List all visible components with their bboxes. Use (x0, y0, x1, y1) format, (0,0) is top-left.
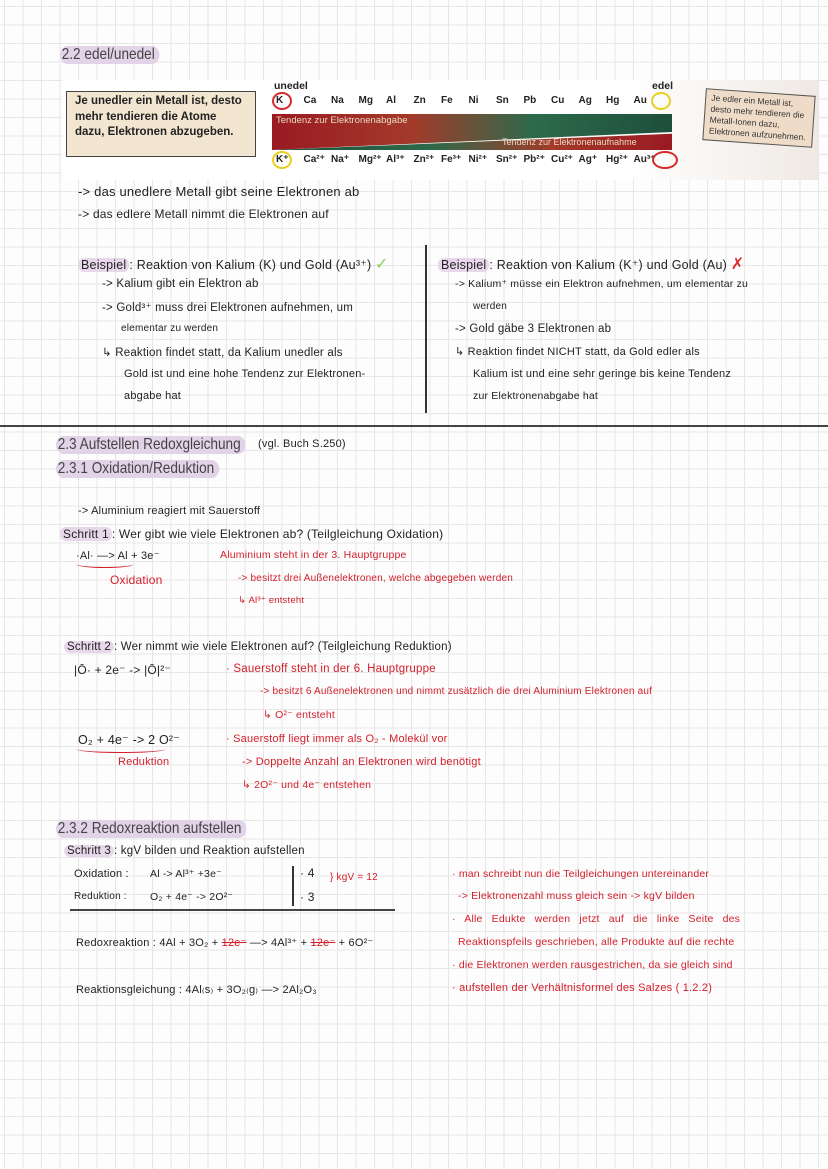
metal-symbol: K (276, 95, 284, 106)
label-edel: edel (652, 80, 674, 92)
figure-right-box: Je edler ein Metall ist, desto mehr tendieren die Metall-Ionen dazu, Elektronen aufzunehmen. (702, 88, 815, 148)
band-top-label: Tendenz zur Elektronenabgabe (276, 115, 408, 126)
example-label: Beispiel (438, 258, 489, 272)
section-divider (0, 425, 828, 427)
note-line: -> das edlere Metall nimmt die Elektronen auf (78, 207, 329, 221)
red-note: · Sauerstoff steht in der 6. Hauptgruppe (226, 663, 436, 675)
column-divider (425, 245, 427, 413)
circle-au-ion (652, 151, 678, 169)
cross-icon: ✗ (730, 256, 745, 273)
step3-heading (64, 845, 305, 857)
ion-symbol: Na⁺ (331, 154, 350, 165)
check-icon: ✓ (375, 256, 389, 273)
ion-symbol: Cu²⁺ (551, 154, 573, 165)
example-line: ↳ Reaktion findet statt, da Kalium unedler als (102, 347, 343, 359)
band-bottom-label: Tendenz zur Elektronenaufnahme (502, 137, 637, 147)
eq-part: —> 4Al³⁺ + (246, 937, 311, 949)
ox-label: Oxidation : (74, 868, 129, 880)
example-text: : Reaktion von Kalium (K⁺) und Gold (Au) (489, 258, 727, 272)
red-note: -> besitzt 6 Außenelektronen und nimmt zusätzlich die drei Aluminium Elektronen auf (260, 686, 653, 697)
ion-symbol: Zn²⁺ (413, 154, 435, 165)
example-line: werden (473, 301, 507, 312)
metal-symbol: Ni (468, 95, 479, 106)
red-note: · man schreibt nun die Teilgleichungen untereinander (452, 868, 710, 880)
section-title-2-3-1: 2.3.1 Oxidation/Reduktion (56, 460, 219, 478)
red-note: -> Doppelte Anzahl an Elektronen wird benötigt (242, 756, 481, 768)
example-line: Gold ist und eine hohe Tendenz zur Elektronen- (124, 368, 366, 380)
red-equation: O₂ + 4e⁻ -> 2O²⁻ (150, 891, 234, 903)
red-note: ↳ Al³⁺ entsteht (238, 595, 305, 606)
ion-symbol: Sn²⁺ (496, 154, 518, 165)
metal-symbol: Al (386, 95, 396, 106)
redox-label: Redoxreaktion : (76, 937, 157, 949)
red-note: · die Elektronen werden rausgestrichen, da sie gleich sind (452, 959, 733, 971)
ion-symbol: Au³⁺ (633, 154, 656, 165)
note-line: -> das unedlere Metall gibt seine Elektronen ab (78, 184, 360, 199)
example-left-title (78, 254, 389, 274)
underbrace (76, 560, 134, 568)
ox-equation: Al -> Al³⁺ +3e⁻ (150, 868, 222, 880)
step-label: Schritt 3 (64, 845, 114, 857)
oxygen-equation: |Ō· + 2e⁻ -> |Ō|²⁻ (74, 663, 171, 677)
circle-au (651, 92, 671, 110)
step1-heading (60, 527, 443, 541)
red-note: -> Elektronenzahl muss gleich sein -> kgV bilden (458, 890, 695, 902)
ion-symbol: K⁺ (276, 154, 289, 165)
section-title-2-3-2: 2.3.2 Redoxreaktion aufstellen (56, 820, 247, 838)
red-note: · aufstellen der Verhältnisformel des Salzes ( 1.2.2) (452, 982, 713, 994)
book-reference: (vgl. Buch S.250) (258, 438, 346, 450)
example-line: zur Elektronenabgabe hat (473, 390, 599, 402)
ion-symbol: Ag⁺ (578, 154, 598, 165)
final-eq: 4Al₍s₎ + 3O₂₍g₎ —> 2Al₂O₃ (185, 984, 317, 996)
figure-left-box: Je unedler ein Metall ist, desto mehr tendieren die Atome dazu, Elektronen abzugeben. (66, 91, 256, 157)
crossed-electrons: 12e⁻ (221, 937, 247, 949)
section-title-2-3: 2.3 Aufstellen Redoxgleichung (56, 436, 246, 454)
metal-symbol: Mg (358, 95, 373, 106)
reactivity-series-figure (62, 80, 818, 180)
red-note: Aluminium steht in der 3. Hauptgruppe (220, 549, 407, 561)
kgv-note: } kgV = 12 (330, 872, 378, 883)
metal-symbol: Au (633, 95, 647, 106)
metal-symbol: Zn (413, 95, 426, 106)
label-unedel: unedel (274, 80, 308, 92)
red-note: Reaktionspfeils geschrieben, alle Produkte auf die rechte (458, 936, 735, 948)
redox-reaction (76, 936, 374, 949)
red-factor: · 3 (300, 890, 315, 904)
final-equation (76, 983, 317, 996)
step-text: : kgV bilden und Reaktion aufstellen (113, 845, 305, 857)
ion-symbol: Pb²⁺ (523, 154, 545, 165)
example-right-title (438, 254, 744, 274)
ion-symbol: Ni²⁺ (468, 154, 488, 165)
example-line: -> Kalium⁺ müsse ein Elektron aufnehmen, um elementar zu (455, 278, 749, 290)
oxidation-equation: ·Al· —> Al + 3e⁻ (76, 550, 160, 562)
ox-factor: · 4 (300, 866, 315, 880)
ion-symbol: Hg²⁺ (606, 154, 628, 165)
ion-symbol: Ca²⁺ (303, 154, 325, 165)
example-line: Kalium ist und eine sehr geringe bis keine Tendenz (473, 368, 732, 380)
section-title-2-2: 2.2 edel/unedel (60, 46, 160, 64)
circle-k (272, 92, 292, 110)
example-line: elementar zu werden (121, 323, 219, 334)
step2-heading (64, 641, 452, 653)
red-label: Reduktion : (74, 891, 127, 902)
example-line: -> Kalium gibt ein Elektron ab (102, 278, 259, 290)
example-line: -> Gold gäbe 3 Elektronen ab (455, 323, 612, 335)
ion-symbol: Fe³⁺ (441, 154, 462, 165)
step-text: : Wer nimmt wie viele Elektronen auf? (Teilgleichung Reduktion) (113, 641, 452, 653)
metal-symbol: Ag (578, 95, 592, 106)
crossed-electrons: 12e⁻ (310, 937, 336, 949)
metal-symbol: Fe (441, 95, 453, 106)
underbrace (76, 745, 166, 753)
red-note: · Sauerstoff liegt immer als O₂ - Molekül vor (226, 733, 448, 745)
step-label: Schritt 2 (64, 641, 114, 653)
eq-part: 4Al + 3O₂ + (159, 937, 222, 949)
example-line: ↳ Reaktion findet NICHT statt, da Gold edler als (455, 346, 700, 358)
example-label: Beispiel (78, 258, 129, 272)
red-note: · Alle Edukte werden jetzt auf die linke Seite des (452, 913, 741, 925)
factor-divider (292, 866, 294, 906)
step-label: Schritt 1 (60, 527, 112, 541)
intro-line: -> Aluminium reagiert mit Sauerstoff (78, 505, 261, 517)
example-line: abgabe hat (124, 390, 182, 402)
example-text: : Reaktion von Kalium (K) und Gold (Au³⁺) (129, 258, 372, 272)
final-label: Reaktionsgleichung : (76, 984, 183, 996)
reduction-label: Reduktion (118, 756, 170, 768)
metal-symbol: Cu (551, 95, 565, 106)
circle-k-ion (272, 151, 292, 169)
red-note: -> besitzt drei Außenelektronen, welche abgegeben werden (238, 573, 513, 584)
metal-symbol: Pb (523, 95, 537, 106)
o2-equation: O₂ + 4e⁻ -> 2 O²⁻ (78, 733, 181, 747)
equation-separator (70, 909, 395, 911)
red-note: ↳ O²⁻ entsteht (263, 709, 335, 721)
ion-symbol: Mg²⁺ (358, 154, 382, 165)
example-line: -> Gold³⁺ muss drei Elektronen aufnehmen, um (102, 302, 354, 314)
metal-symbol: Sn (496, 95, 509, 106)
step-text: : Wer gibt wie viele Elektronen ab? (Teilgleichung Oxidation) (111, 527, 444, 541)
oxidation-label: Oxidation (110, 573, 163, 587)
eq-part: + 6O²⁻ (335, 937, 374, 949)
red-note: ↳ 2O²⁻ und 4e⁻ entstehen (242, 779, 372, 791)
metal-symbol: Na (331, 95, 344, 106)
metal-symbol: Hg (606, 95, 620, 106)
metal-symbol: Ca (303, 95, 317, 106)
ion-symbol: Al³⁺ (386, 154, 405, 165)
